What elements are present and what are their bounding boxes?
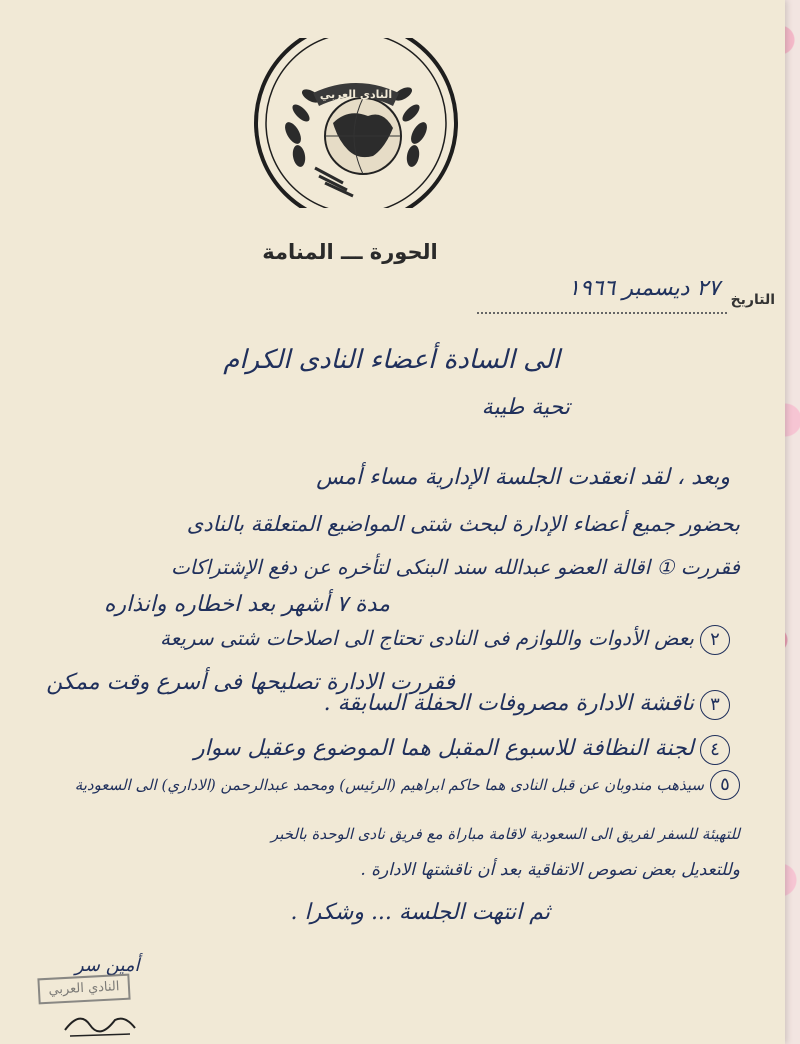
- item-3: [324, 690, 730, 720]
- letterhead-location: الحورة ـــ المنامة: [262, 240, 438, 264]
- letter-line-4: مدة ٧ أشهر بعد اخطاره وانذاره: [103, 592, 390, 617]
- item-number: ٤: [700, 735, 730, 765]
- item-5-text: سيذهب مندوبان عن قبل النادى هما حاكم ابراهيم (الرئيس) ومحمد عبدالرحمن (الاداري) الى السعودية: [74, 776, 704, 794]
- closing-line: ثم انتهت الجلسة ... وشكرا .: [290, 900, 550, 925]
- item-number: ٢: [700, 625, 730, 655]
- date-dotted-line: [477, 312, 727, 314]
- date-label: التاريخ: [730, 292, 775, 308]
- letter-line-11: وللتعديل بعض نصوص الاتفاقية بعد أن ناقشتها الادارة .: [360, 860, 740, 880]
- date-value: ٢٧ ديسمبر ١٩٦٦: [568, 276, 720, 301]
- item-4-text: لجنة النظافة للاسبوع المقبل هما الموضوع وعقيل سوار: [194, 736, 694, 761]
- letter-line-6: فقررت الادارة تصليحها فى أسرع وقت ممكن: [46, 670, 455, 695]
- item-4: [194, 735, 730, 765]
- handwritten-signature: [60, 1000, 140, 1040]
- signature-title: أمين سر: [75, 955, 140, 976]
- club-crest-logo: [253, 38, 459, 208]
- item-3-text: ناقشة الادارة مصروفات الحفلة السابقة .: [323, 691, 694, 716]
- letter-line-3: فقررت ① اقالة العضو عبدالله سند البنكى لتأخره عن دفع الإشتراكات: [170, 555, 740, 579]
- item-2: [160, 625, 730, 655]
- item-number: ٥: [710, 770, 740, 800]
- salutation: الى السادة أعضاء النادى الكرام: [223, 345, 560, 375]
- letter-line-2: بحضور جميع أعضاء الإدارة لبحث شتى المواضيع المتعلقة بالنادى: [186, 512, 740, 536]
- club-stamp: النادي العربي: [37, 974, 130, 1005]
- item-number: ٣: [700, 690, 730, 720]
- item-5: [75, 770, 740, 800]
- letter-line-1: وبعد ، لقد انعقدت الجلسة الإدارية مساء أمس: [316, 465, 730, 490]
- svg-text:النادي العربي: النادي العربي: [319, 88, 393, 101]
- letter-line-10: للتهيئة للسفر لفريق الى السعودية لاقامة مباراة مع فريق نادى الوحدة بالخبر: [270, 825, 740, 843]
- greeting: تحية طيبة: [481, 395, 570, 420]
- date-row: [470, 276, 775, 320]
- item-2-text: بعض الأدوات واللوازم فى النادى تحتاج الى اصلاحات شتى سريعة: [159, 626, 694, 650]
